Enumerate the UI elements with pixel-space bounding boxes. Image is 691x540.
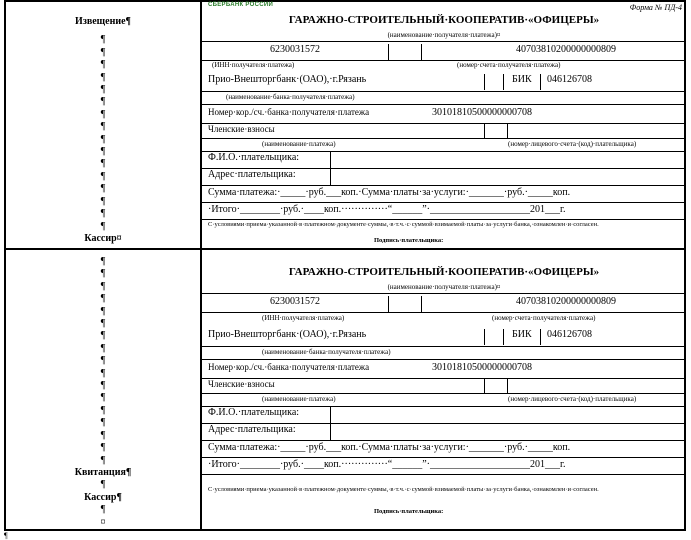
bank-name: Прио-Внешторгбанк·(ОАО),·г.Рязань [208,74,367,85]
bank-row [202,74,686,90]
form-label: Форма № ПД-4 [629,3,682,12]
purpose-captions [202,140,686,150]
pilcrow: ¶ [100,59,106,71]
pilcrow: ¶ [100,71,106,83]
signature-row [202,237,686,247]
payer-fio-field[interactable] [330,152,370,168]
payer-fio-field[interactable] [330,407,370,423]
corr-value: 30101810500000000708 [432,362,532,373]
inn-caption: (ИНН·получателя·платежа) [212,61,295,69]
pilcrow: ¶ [100,46,106,58]
pilcrow: ¶ [100,108,106,120]
account-value: 40703810200000000809 [516,296,616,307]
corr-row [202,362,686,378]
pilcrow: ¶ [100,404,106,416]
bank-caption: (наименование·банка·получателя·платежа) [262,348,391,356]
inn-account-row [202,296,686,312]
payer-addr-field[interactable] [330,169,370,185]
bank-name: Прио-Внешторгбанк·(ОАО),·г.Рязань [208,329,367,340]
pilcrow: ¶ [100,417,106,429]
divider [202,312,686,313]
divider [202,457,686,458]
pilcrow: ¶ [100,293,106,305]
divider [202,474,686,475]
divider [202,91,686,92]
inn-value: 6230031572 [270,296,320,307]
divider [202,440,686,441]
cashier-label: Кассир¤ [84,232,122,244]
pilcrow: ¶ [100,256,106,267]
divider [202,219,686,220]
pilcrow: ¶ [100,121,106,133]
divider [202,138,686,139]
divider [202,104,686,105]
signature-label: Подпись·плательщика: [374,508,444,515]
purpose-value: Членские·взносы [208,379,275,389]
pilcrow: ¶ [100,367,106,379]
payment-form [4,0,686,531]
pilcrow: ¶ [100,170,106,182]
pilcrow: ¶ [100,280,106,292]
empty-cell [484,379,508,393]
account-value: 40703810200000000809 [516,44,616,55]
receipt-column [6,256,200,529]
receipt-body [202,250,686,531]
pilcrow: ¶ [100,208,106,220]
empty-cell [484,74,504,90]
payer-addr-label: Адрес·плательщика: [208,169,296,180]
signature-label: Подпись·плательщика: [374,237,444,244]
total-line: ·Итого·________·руб.·____коп.··············“______”·____________________201___г. [208,204,566,215]
purpose-caption: (наименование·платежа) [262,395,336,403]
coop-title: ГАРАЖНО-СТРОИТЕЛЬНЫЙ·КООПЕРАТИВ·«ОФИЦЕРЫ» [288,266,600,278]
cashier-label-2: Кассир¶ [84,491,122,503]
bik-label: БИК [512,329,532,340]
pilcrow: ¶ [100,342,106,354]
purpose-row [202,379,686,393]
pilcrow: ¶ [100,158,106,170]
divider [202,293,686,294]
pilcrow: ¶ [100,195,106,207]
receipt-label: Квитанция¶ [74,466,132,478]
divider [202,41,686,42]
payer-fio-label: Ф.И.О.·плательщика: [208,407,300,418]
terms-text: С·условиями·приема·указанной·в·платежном·документе·суммы,·в·т.ч.·с·суммой·взимаемой·платы·за·услуги·банка,·ознакомлен·и·согласен. [208,221,599,228]
pilcrow: ¶ [100,442,106,454]
account-caption: (номер·счета·получателя·платежа) [457,61,561,69]
sum-line: Сумма·платежа:·_____·руб.___коп.·Сумма·платы·за·услуги:·_______·руб.·_____коп. [208,187,571,198]
payer-addr-field[interactable] [330,424,370,440]
pilcrow: ¶ [100,392,106,404]
corr-label: Номер·кор./сч.·банка·получателя·платежа [208,362,370,372]
purpose-caption: (наименование·платежа) [262,140,336,148]
personal-caption: (номер·лицевого·счета·(код)·плательщика) [508,140,637,148]
payee-caption: (наименование·получателя·платежа)¤ [387,31,501,39]
corr-row [202,107,686,123]
pilcrow: ¶ [100,84,106,96]
pilcrow: ¶ [100,268,106,280]
divider [202,185,686,186]
sum-line: Сумма·платежа:·_____·руб.___коп.·Сумма·платы·за·услуги:·_______·руб.·_____коп. [208,442,571,453]
bik-value: 046126708 [540,329,620,345]
notice-label: Извещение¶ [75,16,131,27]
inn-caption: (ИНН·получателя·платежа) [262,314,345,322]
divider [202,346,686,347]
pilcrow: ¶ [100,504,106,516]
divider [202,359,686,360]
payer-fio-row [202,152,686,168]
corr-label: Номер·кор./сч.·банка·получателя·платежа [208,107,370,117]
corr-value: 30101810500000000708 [432,107,532,118]
purpose-captions [202,395,686,405]
payer-fio-label: Ф.И.О.·плательщика: [208,152,300,163]
pilcrow: ¶ [100,429,106,441]
payer-fio-row [202,407,686,423]
pilcrow: ¶ [100,146,106,158]
purpose-value: Членские·взносы [208,124,275,134]
pilcrow: ¶ [100,380,106,392]
bank-logo: СБЕРБАНК РОССИИ [208,2,274,8]
signature-row [202,508,686,518]
pilcrow: ¶ [100,355,106,367]
pilcrow: ¶ [100,454,106,466]
personal-caption: (номер·лицевого·счета·(код)·плательщика) [508,395,637,403]
end-mark: ¤ [100,516,106,528]
bik-value: 046126708 [540,74,620,90]
payer-addr-label: Адрес·плательщика: [208,424,296,435]
pilcrow: ¶ [100,305,106,317]
payee-caption: (наименование·получателя·платежа)¤ [387,283,501,291]
pilcrow: ¶ [100,133,106,145]
divider [202,393,686,394]
payer-addr-row [202,424,686,440]
pilcrow: ¶ [100,479,106,491]
pilcrow: ¶ [100,34,106,46]
total-line: ·Итого·________·руб.·____коп.··············“______”·____________________201___г. [208,459,566,470]
inn-value: 6230031572 [270,44,320,55]
bank-caption: (наименование·банка·получателя·платежа) [226,93,355,101]
empty-cell [388,44,422,60]
bik-label: БИК [512,74,532,85]
terms-text: С·условиями·приема·указанной·в·платежном·документе·суммы,·в·т.ч.·с·суммой·взимаемой·платы·за·услуги·банка,·ознакомлен·и·согласен. [208,486,599,493]
pilcrow: ¶ [100,183,106,195]
coop-title: ГАРАЖНО-СТРОИТЕЛЬНЫЙ·КООПЕРАТИВ·«ОФИЦЕРЫ» [288,14,600,26]
empty-cell [484,329,504,345]
empty-cell [388,296,422,312]
inn-captions [202,61,686,71]
notice-column [6,16,200,245]
divider [202,202,686,203]
footnote: ¶ [4,531,8,540]
pilcrow: ¶ [100,330,106,342]
account-caption: (номер·счета·получателя·платежа) [492,314,596,322]
empty-cell [484,124,508,138]
inn-account-row [202,44,686,60]
purpose-row [202,124,686,138]
bank-row [202,329,686,345]
pilcrow: ¶ [100,220,106,232]
notice-body [202,2,686,248]
pilcrow: ¶ [100,96,106,108]
payer-addr-row [202,169,686,185]
pilcrow: ¶ [100,318,106,330]
inn-captions [202,314,686,324]
